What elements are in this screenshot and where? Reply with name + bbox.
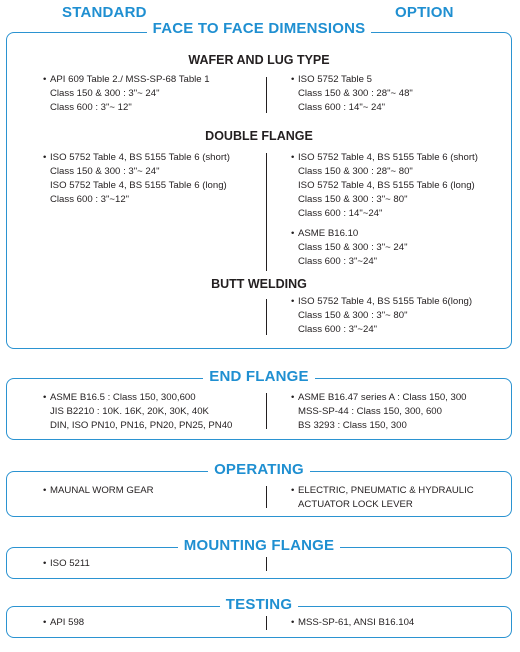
- list-item: BS 3293 : Class 150, 300: [298, 420, 407, 431]
- wafer-lug-heading: WAFER AND LUG TYPE: [188, 53, 330, 67]
- list-item: • ASME B16.10: [291, 227, 407, 241]
- list-item: • ISO 5752 Table 4, BS 5155 Table 6 (short): [291, 151, 478, 165]
- testing-option-list: [291, 616, 414, 630]
- list-item: Class 150 & 300 : 3"~ 80": [298, 310, 408, 321]
- list-item: • ASME B16.5 : Class 150, 300,600: [43, 391, 232, 405]
- column-divider: [266, 299, 267, 335]
- list-item: Class 150 & 300 : 3"~ 24": [50, 166, 160, 177]
- double-option-list: [291, 151, 478, 221]
- list-item: • MSS-SP-61, ANSI B16.104: [291, 616, 414, 630]
- list-item: • ASME B16.47 series A : Class 150, 300: [291, 391, 467, 405]
- mounting-flange-section: [6, 537, 512, 579]
- butt-welding-heading: BUTT WELDING: [211, 277, 307, 291]
- list-item: • ELECTRIC, PNEUMATIC & HYDRAULIC: [291, 484, 474, 498]
- list-item: Class 600 : 3"~ 12": [50, 102, 132, 113]
- column-divider: [266, 153, 267, 271]
- list-item: • ISO 5752 Table 4, BS 5155 Table 6 (short): [43, 151, 230, 165]
- list-item: Class 600 : 3"~24": [298, 324, 378, 335]
- section-title: END FLANGE: [7, 368, 511, 385]
- list-item: ISO 5752 Table 4, BS 5155 Table 6 (long): [298, 180, 475, 191]
- operating-section: [6, 461, 512, 517]
- list-item: Class 600 : 14"~ 24": [298, 102, 386, 113]
- column-divider: [266, 393, 267, 429]
- list-item: • API 609 Table 2./ MSS-SP-68 Table 1: [43, 73, 210, 87]
- section-title: OPERATING: [7, 461, 511, 478]
- end-standard-list: [43, 391, 232, 433]
- column-divider: [266, 77, 267, 113]
- list-item: • MAUNAL WORM GEAR: [43, 484, 154, 498]
- list-item: Class 600 : 3"~24": [298, 256, 378, 267]
- end-flange-section: [6, 368, 512, 440]
- column-divider: [266, 616, 267, 630]
- butt-option-list: [291, 295, 472, 337]
- list-item: ACTUATOR LOCK LEVER: [298, 499, 413, 510]
- list-item: Class 600 : 3"~12": [50, 194, 130, 205]
- section-title: FACE TO FACE DIMENSIONS: [7, 20, 511, 37]
- double-option-asme-list: [291, 227, 407, 269]
- double-flange-heading: DOUBLE FLANGE: [205, 129, 313, 143]
- list-item: DIN, ISO PN10, PN16, PN20, PN25, PN40: [50, 420, 233, 431]
- list-item: JIS B2210 : 10K. 16K, 20K, 30K, 40K: [50, 406, 209, 417]
- list-item: • ISO 5752 Table 4, BS 5155 Table 6(long): [291, 295, 472, 309]
- list-item: Class 600 : 14"~24": [298, 208, 383, 219]
- list-item: Class 150 & 300 : 3"~ 24": [298, 242, 408, 253]
- list-item: Class 150 & 300 : 3"~ 24": [50, 88, 160, 99]
- column-divider: [266, 486, 267, 508]
- list-item: ISO 5752 Table 4, BS 5155 Table 6 (long): [50, 180, 227, 191]
- list-item: • ISO 5752 Table 5: [291, 73, 413, 87]
- operating-standard-list: [43, 484, 154, 498]
- list-item: • ISO 5211: [43, 557, 90, 571]
- list-item: Class 150 & 300 : 28"~ 48": [298, 88, 413, 99]
- standard-header: STANDARD: [62, 4, 147, 21]
- list-item: • API 598: [43, 616, 84, 630]
- mounting-standard-list: [43, 557, 90, 571]
- end-option-list: [291, 391, 467, 433]
- wafer-option-list: [291, 73, 413, 115]
- section-title: MOUNTING FLANGE: [7, 537, 511, 554]
- section-title: TESTING: [7, 596, 511, 613]
- option-header: OPTION: [395, 4, 454, 21]
- double-standard-list: [43, 151, 230, 207]
- face-to-face-section: [6, 20, 512, 349]
- list-item: Class 150 & 300 : 3"~ 80": [298, 194, 408, 205]
- wafer-standard-list: [43, 73, 210, 115]
- operating-option-list: [291, 484, 474, 512]
- list-item: Class 150 & 300 : 28"~ 80": [298, 166, 413, 177]
- column-divider: [266, 557, 267, 571]
- testing-section: [6, 596, 512, 638]
- testing-standard-list: [43, 616, 84, 630]
- list-item: MSS-SP-44 : Class 150, 300, 600: [298, 406, 442, 417]
